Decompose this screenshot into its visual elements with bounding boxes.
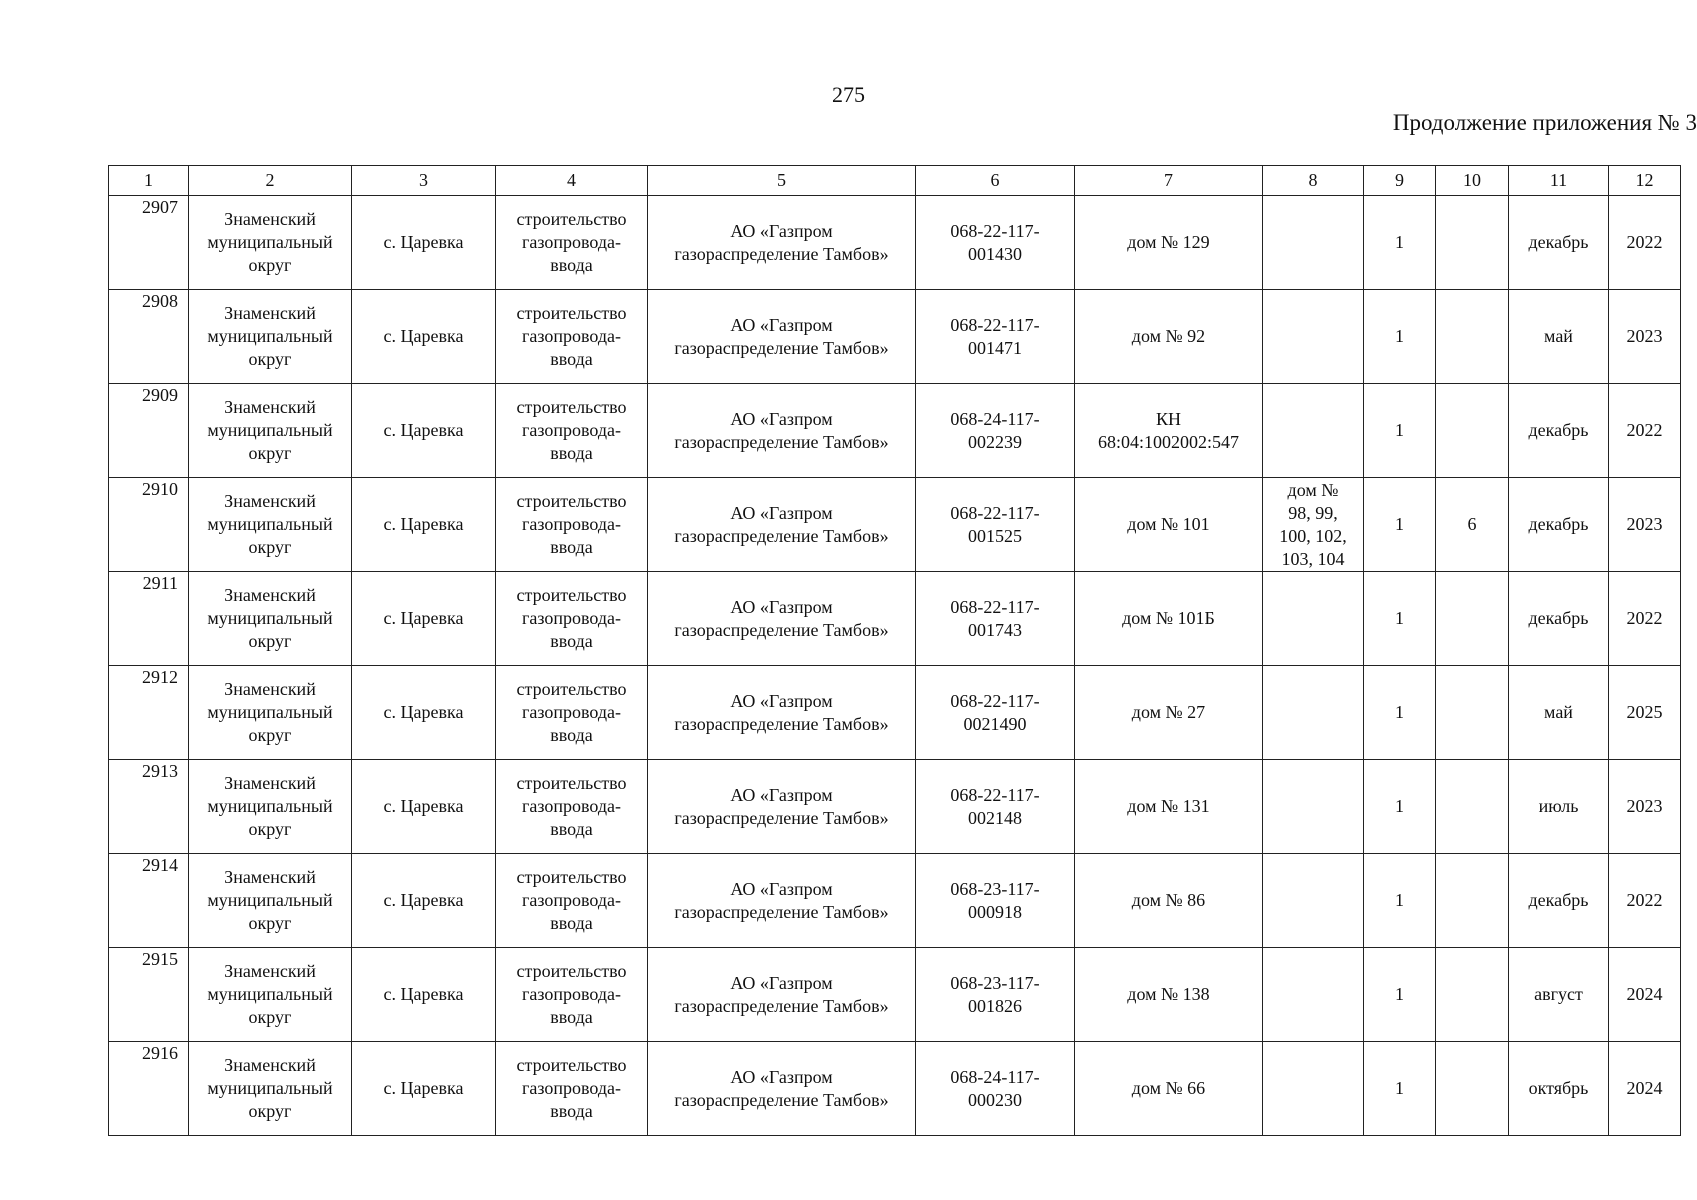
year-cell: 2024: [1609, 948, 1681, 1042]
connected-addresses-cell: дом № 98, 99, 100, 102, 103, 104: [1263, 478, 1364, 572]
work-type-cell: строительство газопровода- ввода: [496, 384, 648, 478]
address-cell: КН 68:04:1002002:547: [1075, 384, 1263, 478]
row-number-cell: 2908: [109, 290, 189, 384]
district-cell: Знаменский муниципальный округ: [189, 196, 352, 290]
month-cell: май: [1509, 666, 1609, 760]
settlement-cell: с. Царевка: [352, 760, 496, 854]
page-number: 275: [832, 82, 865, 107]
column-header: 1: [109, 166, 189, 196]
month-cell: июль: [1509, 760, 1609, 854]
address-cell: дом № 86: [1075, 854, 1263, 948]
month-cell: декабрь: [1509, 384, 1609, 478]
work-type-cell: строительство газопровода- ввода: [496, 572, 648, 666]
district-cell: Знаменский муниципальный округ: [189, 854, 352, 948]
year-cell: 2022: [1609, 572, 1681, 666]
extra-count-cell: [1436, 572, 1509, 666]
settlement-cell: с. Царевка: [352, 666, 496, 760]
count-cell: 1: [1364, 290, 1436, 384]
year-cell: 2022: [1609, 384, 1681, 478]
row-number-cell: 2915: [109, 948, 189, 1042]
column-header: 12: [1609, 166, 1681, 196]
count-cell: 1: [1364, 948, 1436, 1042]
organization-cell: АО «Газпром газораспределение Тамбов»: [648, 384, 916, 478]
application-number-cell: 068-23-117- 001826: [916, 948, 1075, 1042]
count-cell: 1: [1364, 478, 1436, 572]
count-cell: 1: [1364, 1042, 1436, 1136]
extra-count-cell: [1436, 1042, 1509, 1136]
district-cell: Знаменский муниципальный округ: [189, 760, 352, 854]
work-type-cell: строительство газопровода- ввода: [496, 760, 648, 854]
organization-cell: АО «Газпром газораспределение Тамбов»: [648, 666, 916, 760]
settlement-cell: с. Царевка: [352, 572, 496, 666]
row-number-cell: 2914: [109, 854, 189, 948]
organization-cell: АО «Газпром газораспределение Тамбов»: [648, 760, 916, 854]
month-cell: декабрь: [1509, 478, 1609, 572]
address-cell: дом № 27: [1075, 666, 1263, 760]
appendix-continuation-note: Продолжение приложения № 3: [1392, 110, 1697, 135]
column-header: 5: [648, 166, 916, 196]
application-number-cell: 068-24-117- 002239: [916, 384, 1075, 478]
month-cell: май: [1509, 290, 1609, 384]
month-cell: декабрь: [1509, 572, 1609, 666]
settlement-cell: с. Царевка: [352, 478, 496, 572]
row-number-cell: 2907: [109, 196, 189, 290]
extra-count-cell: 6: [1436, 478, 1509, 572]
column-header: 10: [1436, 166, 1509, 196]
connected-addresses-cell: [1263, 1042, 1364, 1136]
extra-count-cell: [1436, 196, 1509, 290]
organization-cell: АО «Газпром газораспределение Тамбов»: [648, 1042, 916, 1136]
count-cell: 1: [1364, 760, 1436, 854]
table-row: [109, 666, 1681, 760]
month-cell: август: [1509, 948, 1609, 1042]
connected-addresses-cell: [1263, 290, 1364, 384]
extra-count-cell: [1436, 666, 1509, 760]
address-cell: дом № 138: [1075, 948, 1263, 1042]
application-number-cell: 068-24-117- 000230: [916, 1042, 1075, 1136]
year-cell: 2023: [1609, 478, 1681, 572]
count-cell: 1: [1364, 572, 1436, 666]
application-number-cell: 068-23-117- 000918: [916, 854, 1075, 948]
organization-cell: АО «Газпром газораспределение Тамбов»: [648, 290, 916, 384]
connected-addresses-cell: [1263, 384, 1364, 478]
table-row: [109, 384, 1681, 478]
work-type-cell: строительство газопровода- ввода: [496, 290, 648, 384]
column-header: 8: [1263, 166, 1364, 196]
register-table: [108, 165, 1681, 1136]
application-number-cell: 068-22-117- 001430: [916, 196, 1075, 290]
work-type-cell: строительство газопровода- ввода: [496, 666, 648, 760]
connected-addresses-cell: [1263, 760, 1364, 854]
table-body: [109, 196, 1681, 1136]
month-cell: декабрь: [1509, 196, 1609, 290]
district-cell: Знаменский муниципальный округ: [189, 572, 352, 666]
row-number-cell: 2911: [109, 572, 189, 666]
organization-cell: АО «Газпром газораспределение Тамбов»: [648, 948, 916, 1042]
column-header: 9: [1364, 166, 1436, 196]
year-cell: 2023: [1609, 290, 1681, 384]
row-number-cell: 2909: [109, 384, 189, 478]
connected-addresses-cell: [1263, 948, 1364, 1042]
application-number-cell: 068-22-117- 001743: [916, 572, 1075, 666]
table-row: [109, 854, 1681, 948]
address-cell: дом № 101Б: [1075, 572, 1263, 666]
row-number-cell: 2912: [109, 666, 189, 760]
work-type-cell: строительство газопровода- ввода: [496, 948, 648, 1042]
organization-cell: АО «Газпром газораспределение Тамбов»: [648, 196, 916, 290]
year-cell: 2022: [1609, 854, 1681, 948]
organization-cell: АО «Газпром газораспределение Тамбов»: [648, 572, 916, 666]
extra-count-cell: [1436, 290, 1509, 384]
district-cell: Знаменский муниципальный округ: [189, 478, 352, 572]
settlement-cell: с. Царевка: [352, 948, 496, 1042]
district-cell: Знаменский муниципальный округ: [189, 666, 352, 760]
row-number-cell: 2910: [109, 478, 189, 572]
table-header: [109, 166, 1681, 196]
address-cell: дом № 92: [1075, 290, 1263, 384]
column-header: 3: [352, 166, 496, 196]
address-cell: дом № 129: [1075, 196, 1263, 290]
connected-addresses-cell: [1263, 666, 1364, 760]
work-type-cell: строительство газопровода- ввода: [496, 854, 648, 948]
column-header: 6: [916, 166, 1075, 196]
year-cell: 2022: [1609, 196, 1681, 290]
count-cell: 1: [1364, 854, 1436, 948]
settlement-cell: с. Царевка: [352, 290, 496, 384]
work-type-cell: строительство газопровода- ввода: [496, 478, 648, 572]
table-row: [109, 196, 1681, 290]
district-cell: Знаменский муниципальный округ: [189, 948, 352, 1042]
address-cell: дом № 131: [1075, 760, 1263, 854]
column-header: 11: [1509, 166, 1609, 196]
column-header: 4: [496, 166, 648, 196]
count-cell: 1: [1364, 384, 1436, 478]
district-cell: Знаменский муниципальный округ: [189, 384, 352, 478]
address-cell: дом № 66: [1075, 1042, 1263, 1136]
address-cell: дом № 101: [1075, 478, 1263, 572]
district-cell: Знаменский муниципальный округ: [189, 1042, 352, 1136]
year-cell: 2023: [1609, 760, 1681, 854]
application-number-cell: 068-22-117- 001525: [916, 478, 1075, 572]
work-type-cell: строительство газопровода- ввода: [496, 196, 648, 290]
year-cell: 2024: [1609, 1042, 1681, 1136]
work-type-cell: строительство газопровода- ввода: [496, 1042, 648, 1136]
table-row: [109, 290, 1681, 384]
table-row: [109, 1042, 1681, 1136]
count-cell: 1: [1364, 666, 1436, 760]
settlement-cell: с. Царевка: [352, 1042, 496, 1136]
month-cell: октябрь: [1509, 1042, 1609, 1136]
settlement-cell: с. Царевка: [352, 196, 496, 290]
settlement-cell: с. Царевка: [352, 854, 496, 948]
connected-addresses-cell: [1263, 196, 1364, 290]
table-row: [109, 478, 1681, 572]
table-row: [109, 948, 1681, 1042]
district-cell: Знаменский муниципальный округ: [189, 290, 352, 384]
month-cell: декабрь: [1509, 854, 1609, 948]
extra-count-cell: [1436, 948, 1509, 1042]
extra-count-cell: [1436, 384, 1509, 478]
organization-cell: АО «Газпром газораспределение Тамбов»: [648, 478, 916, 572]
column-number-row: [109, 166, 1681, 196]
connected-addresses-cell: [1263, 572, 1364, 666]
table-row: [109, 760, 1681, 854]
settlement-cell: с. Царевка: [352, 384, 496, 478]
table-row: [109, 572, 1681, 666]
application-number-cell: 068-22-117- 002148: [916, 760, 1075, 854]
extra-count-cell: [1436, 854, 1509, 948]
application-number-cell: 068-22-117- 0021490: [916, 666, 1075, 760]
application-number-cell: 068-22-117- 001471: [916, 290, 1075, 384]
row-number-cell: 2913: [109, 760, 189, 854]
count-cell: 1: [1364, 196, 1436, 290]
column-header: 7: [1075, 166, 1263, 196]
connected-addresses-cell: [1263, 854, 1364, 948]
column-header: 2: [189, 166, 352, 196]
organization-cell: АО «Газпром газораспределение Тамбов»: [648, 854, 916, 948]
year-cell: 2025: [1609, 666, 1681, 760]
extra-count-cell: [1436, 760, 1509, 854]
row-number-cell: 2916: [109, 1042, 189, 1136]
